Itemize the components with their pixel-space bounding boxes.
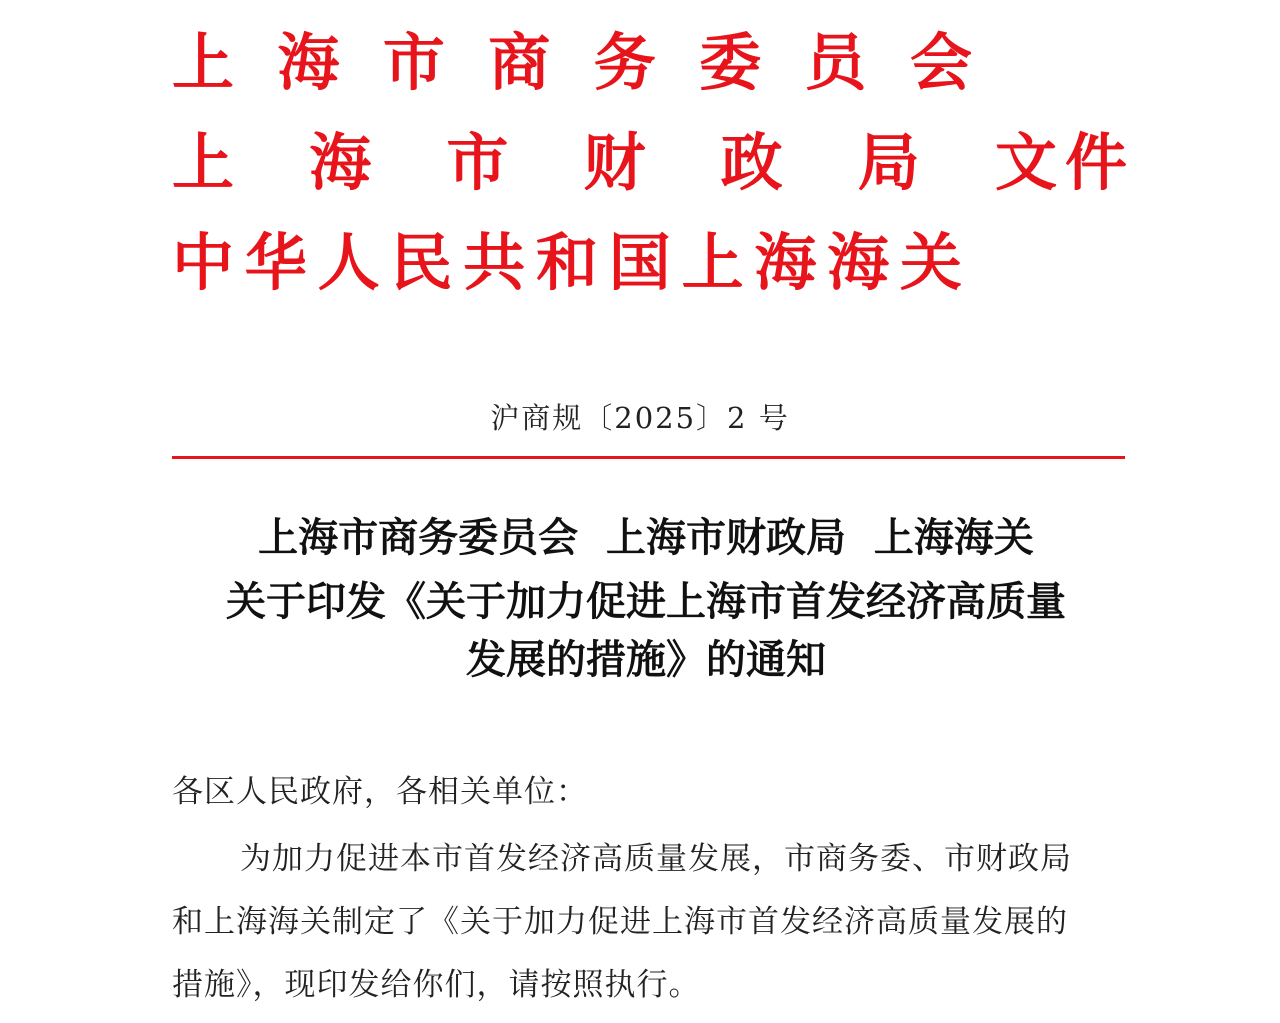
issuer-char: 海 (277, 26, 340, 99)
issuer-char: 上 (681, 226, 744, 299)
issuer-char: 件 (1064, 126, 1127, 199)
issuer-char: 海 (827, 226, 890, 299)
issuer-char: 关 (899, 226, 962, 299)
issuer-char: 共 (463, 226, 526, 299)
issuer-char: 文 (994, 126, 1057, 199)
issuer-header-customs (172, 226, 962, 299)
issuer-char: 商 (488, 26, 551, 99)
issuer-char: 委 (699, 26, 762, 99)
issuer-char: 海 (754, 226, 817, 299)
issuer-char: 海 (309, 126, 372, 199)
issuer-char: 员 (804, 26, 867, 99)
issuer-char: 中 (172, 226, 235, 299)
issuer-char: 市 (382, 26, 445, 99)
body-paragraph-line: 和上海海关制定了《关于加力促进上海市首发经济高质量发展的 (172, 904, 1068, 940)
issuer-char: 局 (857, 126, 920, 199)
issuer-header-finance (172, 126, 1127, 199)
body-paragraph-line: 为加力促进本市首发经济高质量发展，市商务委、市财政局 (240, 841, 1072, 877)
issuer-char: 和 (535, 226, 598, 299)
issuer-char: 务 (593, 26, 656, 99)
document-number: 沪商规〔2025〕2 号 (490, 401, 790, 435)
title-line-subject: 关于印发《关于加力促进上海市首发经济高质量 (226, 578, 1066, 625)
issuer-char: 人 (317, 226, 380, 299)
issuer-char: 国 (608, 226, 671, 299)
body-paragraph-line: 措施》，现印发给你们，请按照执行。 (172, 967, 701, 1003)
issuer-char: 会 (909, 26, 972, 99)
issuer-char: 财 (583, 126, 646, 199)
title-line-notice: 发展的措施》的通知 (466, 636, 826, 683)
issuer-char: 市 (446, 126, 509, 199)
issuer-char: 华 (244, 226, 307, 299)
issuer-char: 政 (720, 126, 783, 199)
title-line-issuers: 上海市商务委员会 上海市财政局 上海海关 (258, 514, 1034, 561)
issuer-char: 上 (172, 26, 235, 99)
salutation: 各区人民政府，各相关单位： (172, 774, 588, 810)
red-divider-rule (172, 456, 1125, 459)
issuer-char: 上 (172, 126, 235, 199)
issuer-header-commerce (172, 26, 972, 99)
issuer-char: 民 (390, 226, 453, 299)
